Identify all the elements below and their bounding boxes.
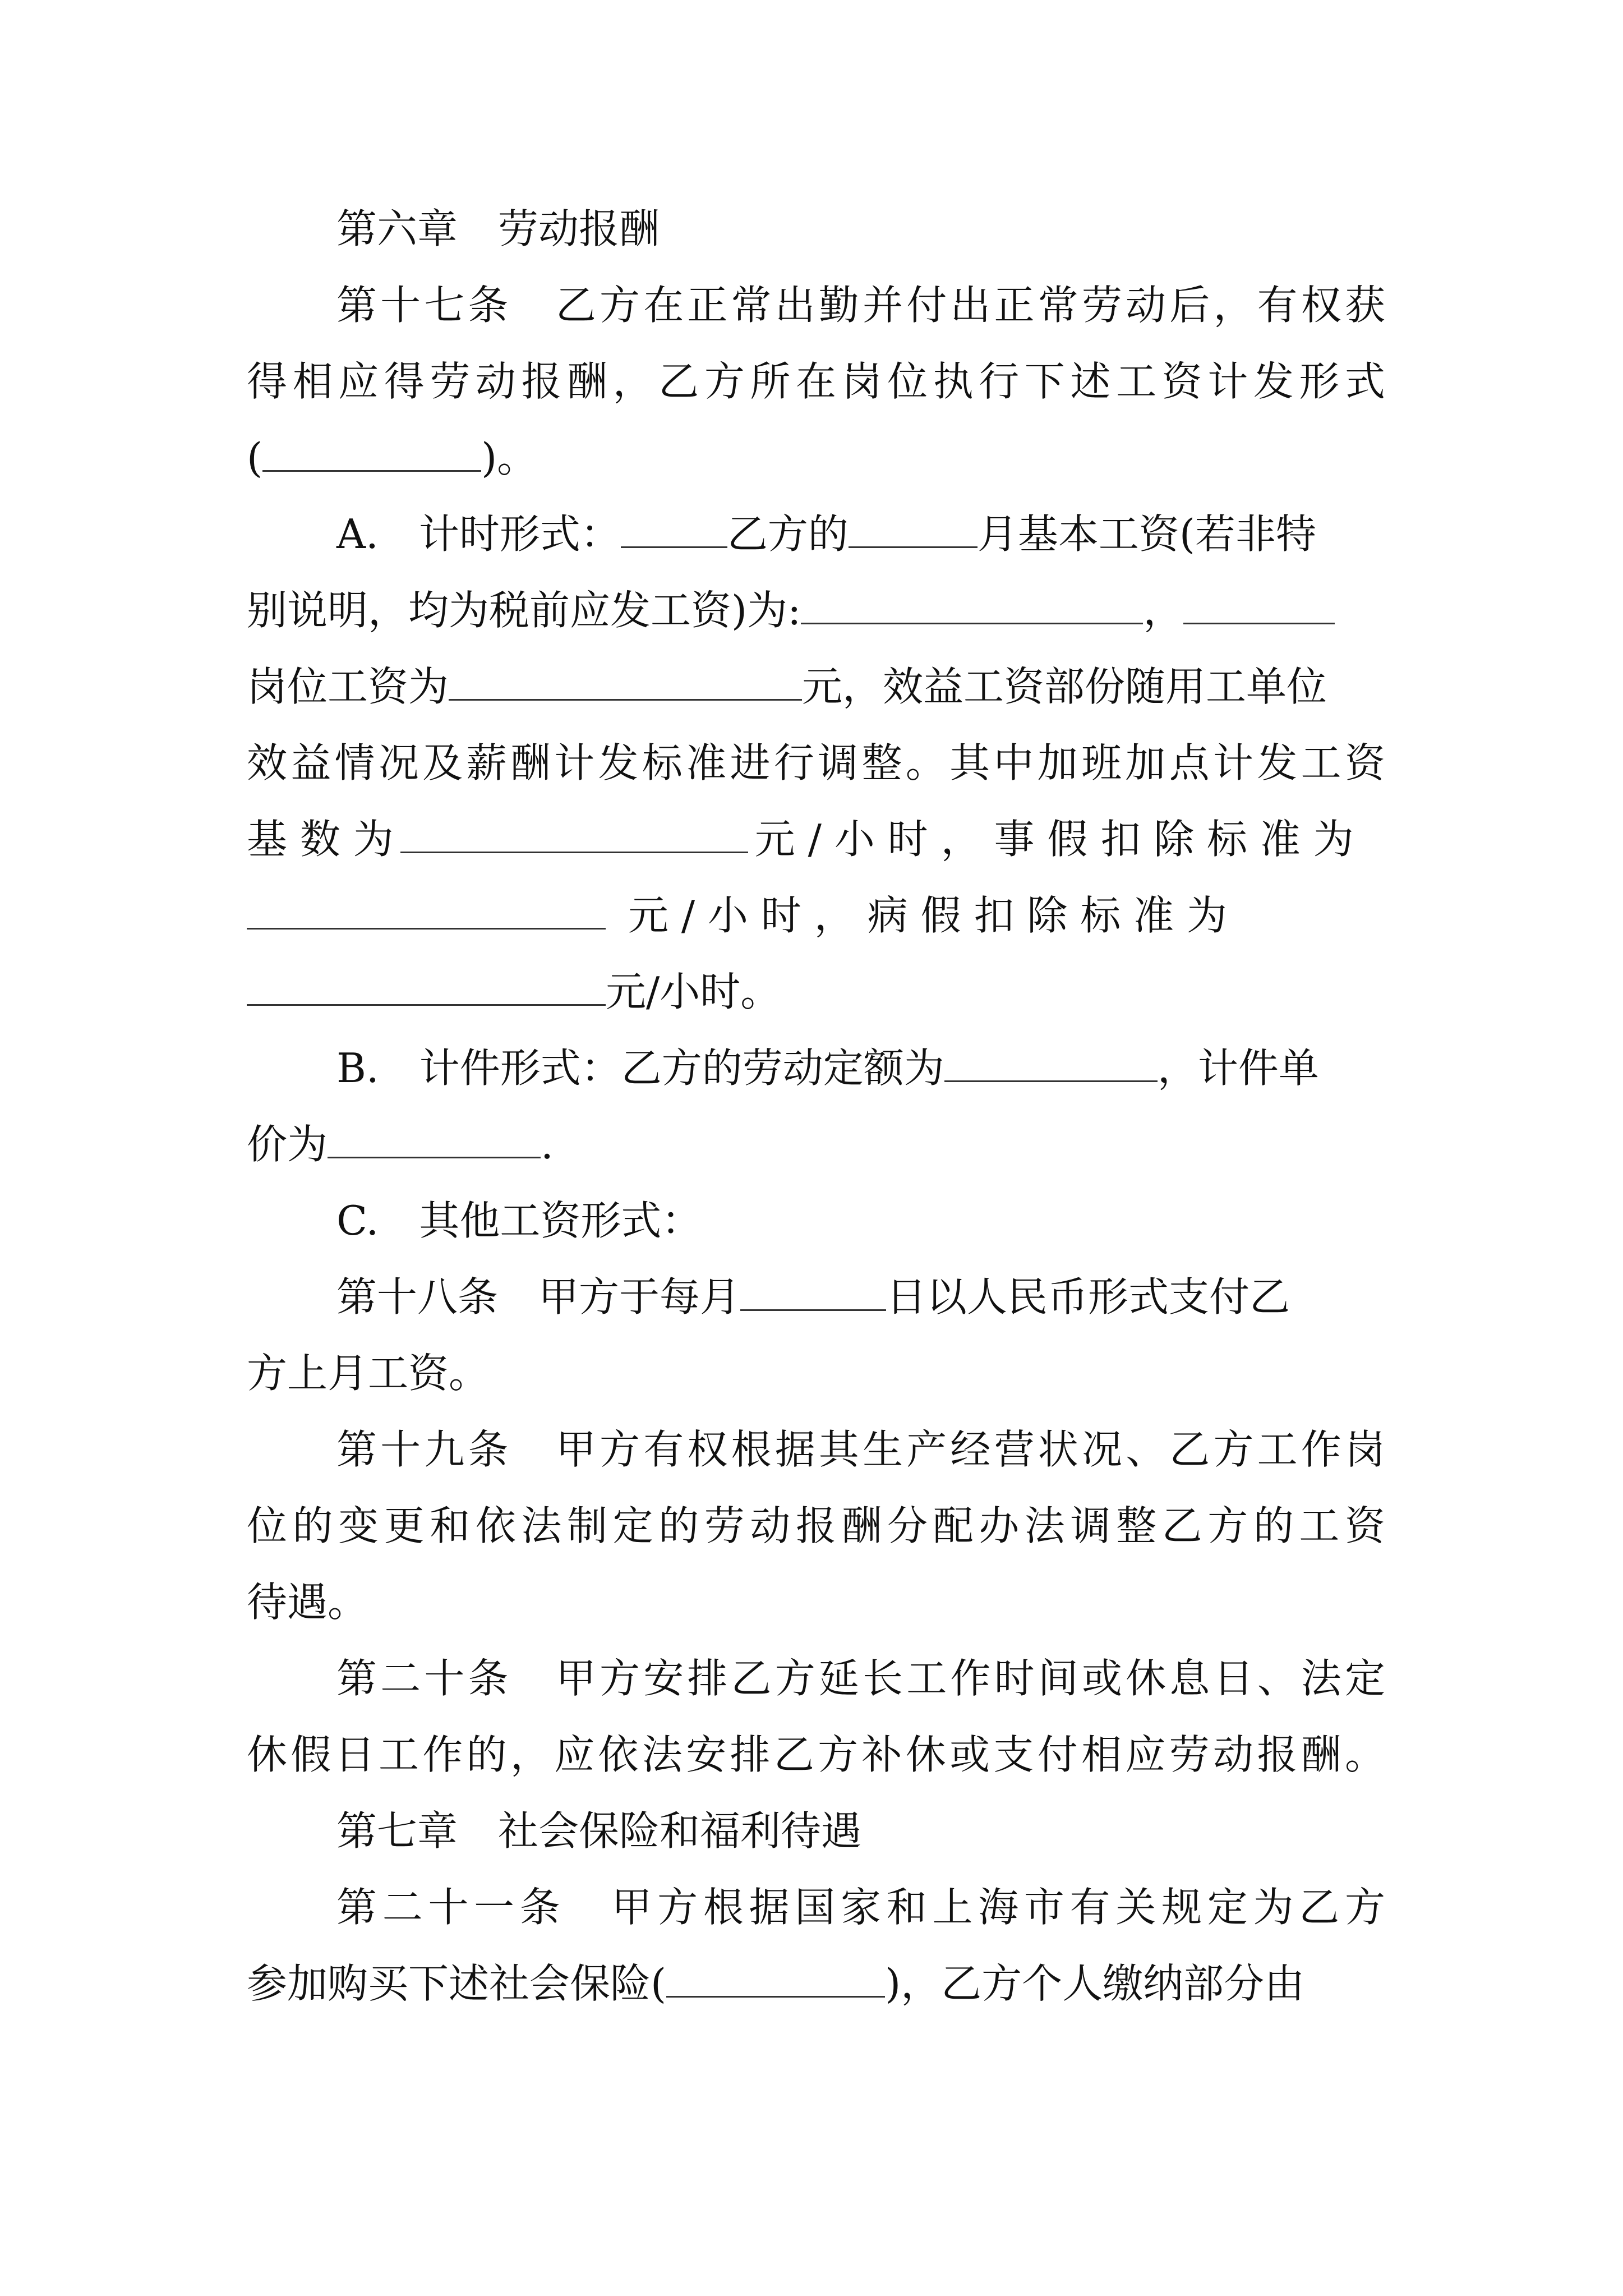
article-18-line-1 — [247, 1259, 1385, 1335]
pay-day-blank — [740, 1264, 886, 1311]
option-c-label: C. — [336, 1197, 379, 1244]
article-21-line-1 — [247, 1869, 1385, 1945]
overtime-base-blank — [400, 807, 748, 853]
text-segment: 计时形式： — [418, 510, 621, 558]
blank-field — [621, 501, 727, 548]
article-17-line-3 — [247, 420, 1385, 496]
article-19-line-3 — [247, 1564, 1385, 1640]
text-segment: 元/小时。 — [606, 968, 781, 1015]
option-a-line-1 — [247, 496, 1385, 572]
option-a-label: A. — [336, 510, 379, 558]
text-segment: ，计件单 — [1157, 1045, 1319, 1092]
text-segment: 价为 — [247, 1121, 328, 1168]
article-20-line-2 — [247, 1717, 1385, 1793]
text-segment: 别说明，均为税前应发工资)为: — [247, 587, 801, 634]
text-segment: 日以人民币形式支付乙 — [886, 1273, 1290, 1320]
article-20-line-1 — [247, 1640, 1385, 1717]
option-c-line — [247, 1182, 1385, 1259]
text-segment: . — [541, 1121, 554, 1168]
text-segment: 第二十一条 甲方根据国家和上海市有关规定为乙方 — [336, 1884, 1385, 1931]
text-segment: 第二十条 甲方安排乙方延长工作时间或休息日、法定 — [336, 1655, 1385, 1702]
text-segment: 计件形式：乙方的劳动定额为 — [419, 1045, 944, 1092]
wage-form-blank — [262, 425, 481, 472]
document-page — [247, 191, 1385, 2022]
option-b-label: B. — [336, 1045, 379, 1092]
text-segment: 第十八条 甲方于每月 — [336, 1273, 741, 1320]
post-wage-blank — [449, 654, 802, 701]
chapter-7-title: 第七章 社会保险和福利待遇 — [336, 1807, 862, 1855]
option-a-line-2 — [247, 572, 1385, 648]
text-segment: 基 数 为 — [247, 816, 394, 863]
text-segment: 岗位工资为 — [247, 663, 449, 710]
blank-field — [1183, 578, 1335, 624]
chapter-6-heading — [247, 191, 1385, 267]
text-segment: 月基本工资(若非特 — [977, 510, 1317, 558]
quota-blank — [944, 1036, 1158, 1082]
option-a-line-6 — [247, 877, 1385, 954]
text-segment: 元 / 小 时 ， 病 假 扣 除 标 准 为 — [628, 892, 1228, 939]
text-segment: 元，效益工资部份随用工单位 — [802, 663, 1327, 710]
text-segment: 待遇。 — [247, 1579, 368, 1626]
option-a-line-3 — [247, 648, 1385, 725]
text-segment: 方上月工资。 — [247, 1350, 490, 1397]
option-a-line-5 — [247, 801, 1385, 877]
article-18-line-2 — [247, 1335, 1385, 1411]
option-b-line-1 — [247, 1030, 1385, 1106]
text-segment: 元 / 小 时 ， 事 假 扣 除 标 准 为 — [754, 816, 1354, 863]
sick-leave-blank — [247, 959, 606, 1006]
text-segment: 第十七条 乙方在正常出勤并付出正常劳动后，有权获 — [336, 282, 1385, 329]
text-segment: ， — [1143, 587, 1184, 634]
blank-field — [801, 578, 1143, 624]
text-segment: 位的变更和依法制定的劳动报酬分配办法调整乙方的工资 — [247, 1502, 1385, 1549]
text-segment: 效益情况及薪酬计发标准进行调整。其中加班加点计发工资 — [247, 739, 1385, 786]
text-segment: 其他工资形式： — [419, 1197, 702, 1244]
article-19-line-2 — [247, 1488, 1385, 1564]
article-19-line-1 — [247, 1411, 1385, 1488]
text-segment: ( — [247, 434, 263, 481]
blank-field — [849, 501, 978, 548]
personal-leave-blank — [247, 883, 606, 930]
text-segment: 得相应得劳动报酬，乙方所在岗位执行下述工资计发形式 — [247, 358, 1385, 405]
option-a-line-7 — [247, 954, 1385, 1030]
text-segment: )，乙方个人缴纳部分由 — [885, 1960, 1305, 2007]
option-b-line-2 — [247, 1106, 1385, 1182]
option-a-line-4 — [247, 725, 1385, 801]
chapter-7-heading — [247, 1793, 1385, 1869]
unit-price-blank — [328, 1112, 541, 1158]
insurance-type-blank — [666, 1951, 885, 1998]
text-segment: 参加购买下述社会保险( — [247, 1960, 667, 2007]
text-segment: )。 — [481, 434, 538, 481]
text-segment: 第十九条 甲方有权根据其生产经营状况、乙方工作岗 — [336, 1426, 1385, 1473]
article-17-line-2 — [247, 343, 1385, 420]
text-segment: 乙方的 — [727, 510, 849, 558]
article-21-line-2 — [247, 1945, 1385, 2022]
article-17-line-1 — [247, 267, 1385, 343]
chapter-6-title: 第六章 劳动报酬 — [336, 205, 660, 252]
text-segment: 休假日工作的，应依法安排乙方补休或支付相应劳动报酬。 — [247, 1731, 1385, 1778]
